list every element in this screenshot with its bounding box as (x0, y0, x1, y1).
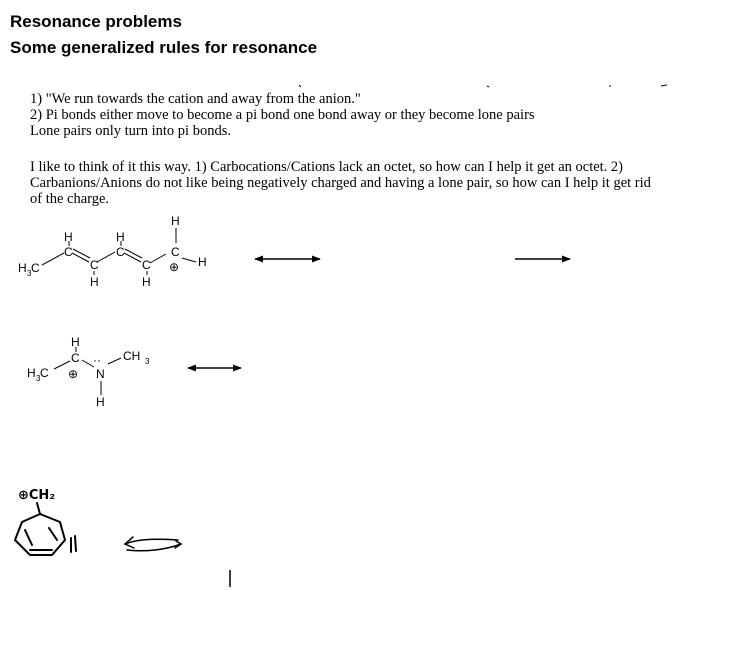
benzene-ring-icon (15, 503, 76, 555)
carbon-atom: C (64, 245, 73, 259)
page-title: Resonance problems (10, 12, 182, 31)
paragraph-line-1: I like to think of it this way. 1) Carbocations/Cations lack an octet, so how can I help it get an octet. 2) (30, 159, 624, 175)
handwritten-label: ⊕CH₂ (18, 488, 56, 503)
h-atom: H (64, 230, 73, 244)
rule-3: Lone pairs only turn into pi bonds. (30, 123, 231, 139)
h-atom: H (142, 275, 151, 289)
carbon-atom: C (171, 245, 180, 259)
h3c-label-subscript: 3 (27, 269, 32, 278)
molecule-1 (18, 214, 207, 289)
nitrogen-atom: N (96, 367, 105, 381)
molecule-2-bonds (54, 347, 121, 395)
cation-charge-icon: ⊕ (68, 367, 79, 381)
carbon-atom: C (142, 258, 151, 272)
h-atom: H (171, 214, 180, 228)
molecule-3 (15, 488, 181, 555)
h3c-label-h: H (18, 261, 27, 275)
carbon-atom: C (71, 351, 80, 365)
h-atom: H (198, 255, 207, 269)
ch3-label: CH (123, 349, 141, 363)
h-atom: H (116, 230, 125, 244)
h3c-label-c: C (31, 261, 40, 275)
paragraph-line-2: Carbanions/Anions do not like being negatively charged and having a lone pair, so how can I help it get rid (30, 175, 651, 191)
h3c-label-c: C (40, 366, 49, 380)
rule-2: 2) Pi bonds either move to become a pi bond one bond away or they become lone pairs (30, 107, 535, 123)
carbon-atom: C (90, 258, 99, 272)
rule-1: 1) "We run towards the cation and away from the anion." (30, 91, 361, 107)
h-atom: H (71, 335, 80, 349)
page-subtitle: Some generalized rules for resonance (10, 38, 318, 57)
h-atom: H (96, 395, 105, 409)
h3c-label-h: H (27, 366, 36, 380)
cation-charge-icon: ⊕ (169, 260, 180, 274)
carbon-atom: C (116, 245, 125, 259)
h-atom: H (90, 275, 99, 289)
lone-pair-icon: ·· (93, 353, 101, 367)
stray-marks (299, 85, 667, 87)
paragraph-line-3: of the charge. (30, 191, 110, 207)
equilibrium-arrow-icon (125, 537, 181, 551)
h3c-label-subscript: 3 (36, 374, 41, 383)
molecule-2 (27, 335, 150, 409)
ch3-label-subscript: 3 (145, 357, 150, 366)
